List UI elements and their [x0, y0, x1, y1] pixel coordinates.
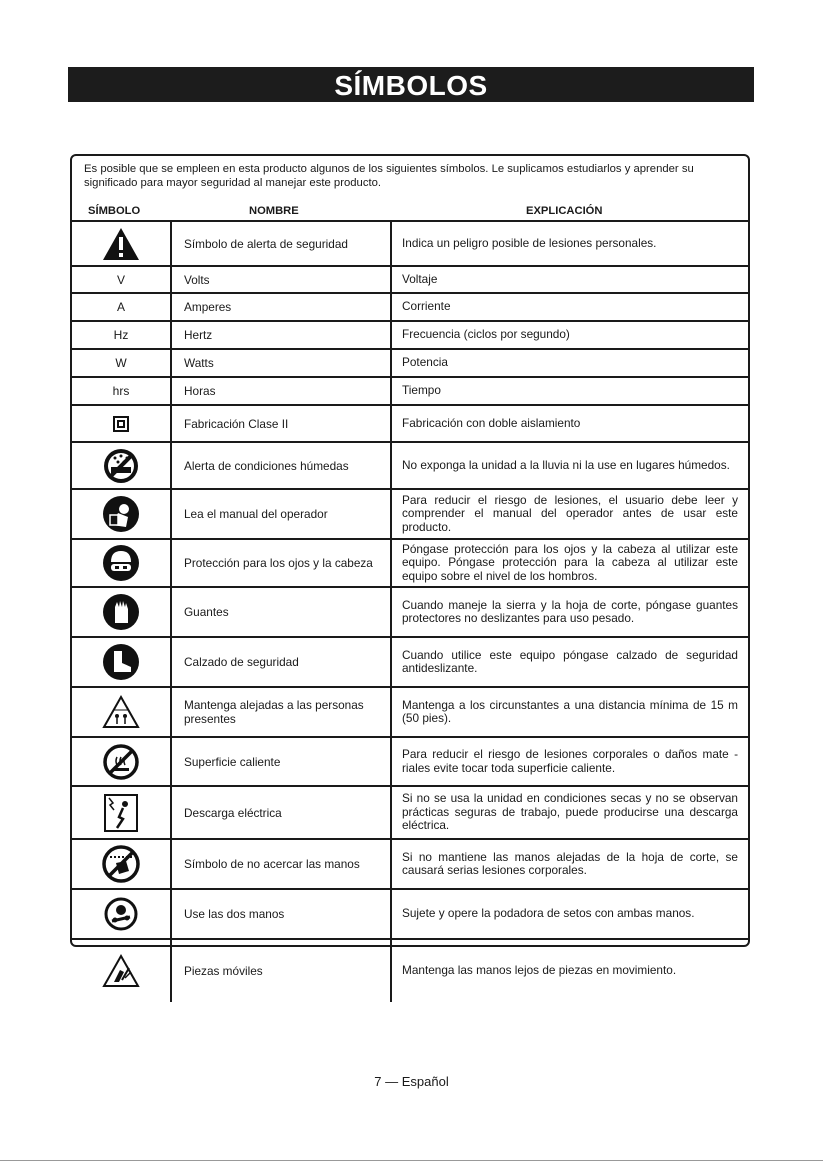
row-name: Protección para los ojos y la cabeza	[172, 540, 392, 586]
table-row	[72, 294, 748, 322]
table-row	[72, 890, 748, 940]
no-hands-near-blade-icon	[102, 845, 140, 883]
row-explanation: Potencia	[402, 355, 448, 370]
row-explanation: Mantenga las manos lejos de piezas en movimiento.	[402, 963, 677, 978]
electric-shock-icon	[103, 793, 139, 833]
row-name: Fabricación Clase II	[172, 406, 392, 441]
header-symbol: SÍMBOLO	[88, 205, 141, 217]
row-explanation: Mantenga a los circunstantes a una distancia mínima de 15 m (50 pies).	[402, 697, 738, 725]
table-row	[72, 688, 748, 738]
table-row	[72, 222, 748, 267]
row-name: Símbolo de no acercar las manos	[172, 840, 392, 888]
row-name: Alerta de condiciones húmedas	[172, 443, 392, 488]
table-row	[72, 738, 748, 787]
row-explanation: Voltaje	[402, 271, 438, 286]
row-explanation: Si no mantiene las manos alejadas de la hoja de corte, se causará serias lesiones corporales.	[402, 849, 738, 877]
row-symbol: V	[72, 267, 172, 292]
row-symbol: hrs	[72, 378, 172, 404]
moving-parts-icon	[102, 954, 140, 988]
page-title: SÍMBOLOS	[68, 67, 754, 102]
safety-alert-triangle-icon	[102, 227, 140, 261]
row-name: Watts	[172, 350, 392, 376]
gloves-icon	[102, 593, 140, 631]
table-row	[72, 540, 748, 588]
hot-surface-icon	[102, 743, 140, 781]
row-explanation: Frecuencia (ciclos por segundo)	[402, 327, 570, 342]
table-row	[72, 638, 748, 688]
table-row	[72, 406, 748, 443]
row-explanation: Sujete y opere la podadora de setos con ambas manos.	[402, 906, 695, 921]
table-row	[72, 350, 748, 378]
page-bottom-divider	[0, 1160, 823, 1161]
row-name: Piezas móviles	[172, 940, 392, 1002]
double-insulation-icon	[113, 416, 129, 432]
keep-bystanders-away-icon	[102, 695, 140, 729]
table-row	[72, 787, 748, 840]
wet-conditions-icon	[102, 447, 140, 485]
row-name: Guantes	[172, 588, 392, 636]
symbols-table	[72, 220, 748, 1002]
row-name: Horas	[172, 378, 392, 404]
row-explanation: Para reducir el riesgo de lesiones, el usuario debe leer y comprender el manual del operador antes de usar este producto.	[402, 492, 738, 534]
intro-text: Es posible que se empleen en esta producto algunos de los siguientes símbolos. Le suplicamos estudiarlos y aprender su significado para mayor seguridad al manejar este producto.	[84, 163, 694, 189]
row-explanation: Indica un peligro posible de lesiones personales.	[402, 235, 657, 250]
row-explanation: Cuando maneje la sierra y la hoja de corte, póngase guantes protectores no deslizantes para uso pesado.	[402, 597, 738, 625]
table-row	[72, 322, 748, 350]
header-explanation: EXPLICACIÓN	[526, 205, 603, 217]
row-explanation: Fabricación con doble aislamiento	[402, 415, 581, 430]
row-name: Descarga eléctrica	[172, 787, 392, 838]
use-two-hands-icon	[104, 897, 138, 931]
table-row	[72, 588, 748, 638]
row-explanation: Corriente	[402, 299, 451, 314]
row-name: Calzado de seguridad	[172, 638, 392, 686]
row-name: Hertz	[172, 322, 392, 348]
row-explanation: Póngase protección para los ojos y la cabeza al utilizar este equipo. Póngase protección para la cabeza al utilizar este equipo sobre el nivel de los hombros.	[402, 541, 738, 583]
row-name: Mantenga alejadas a las personas presentes	[172, 688, 392, 736]
row-symbol: W	[72, 350, 172, 376]
symbols-table-box	[70, 154, 750, 978]
read-manual-icon	[102, 495, 140, 533]
row-explanation: No exponga la unidad a la lluvia ni la use en lugares húmedos.	[402, 457, 730, 472]
table-row	[72, 840, 748, 890]
row-explanation: Si no se usa la unidad en condiciones secas y no se observan prácticas seguras de trabajo, puede producirse una descarga eléctrica.	[402, 791, 738, 833]
row-symbol: A	[72, 294, 172, 320]
row-name: Símbolo de alerta de seguridad	[172, 222, 392, 265]
row-explanation: Para reducir el riesgo de lesiones corporales o daños mate - riales evite tocar toda superficie caliente.	[402, 747, 738, 775]
page-footer: 7 — Español	[374, 1074, 449, 1089]
row-name: Volts	[172, 267, 392, 292]
safety-footwear-icon	[102, 643, 140, 681]
row-explanation: Tiempo	[402, 383, 441, 398]
row-name: Lea el manual del operador	[172, 490, 392, 538]
table-row	[72, 378, 748, 406]
header-name: NOMBRE	[249, 205, 299, 217]
table-row	[72, 490, 748, 540]
row-symbol: Hz	[72, 322, 172, 348]
row-name: Amperes	[172, 294, 392, 320]
table-row	[72, 267, 748, 294]
table-row	[72, 443, 748, 490]
row-name: Use las dos manos	[172, 890, 392, 938]
table-row	[72, 940, 748, 1002]
eye-head-protection-icon	[102, 544, 140, 582]
row-explanation: Cuando utilice este equipo póngase calzado de seguridad antideslizante.	[402, 647, 738, 675]
row-name: Superficie caliente	[172, 738, 392, 785]
